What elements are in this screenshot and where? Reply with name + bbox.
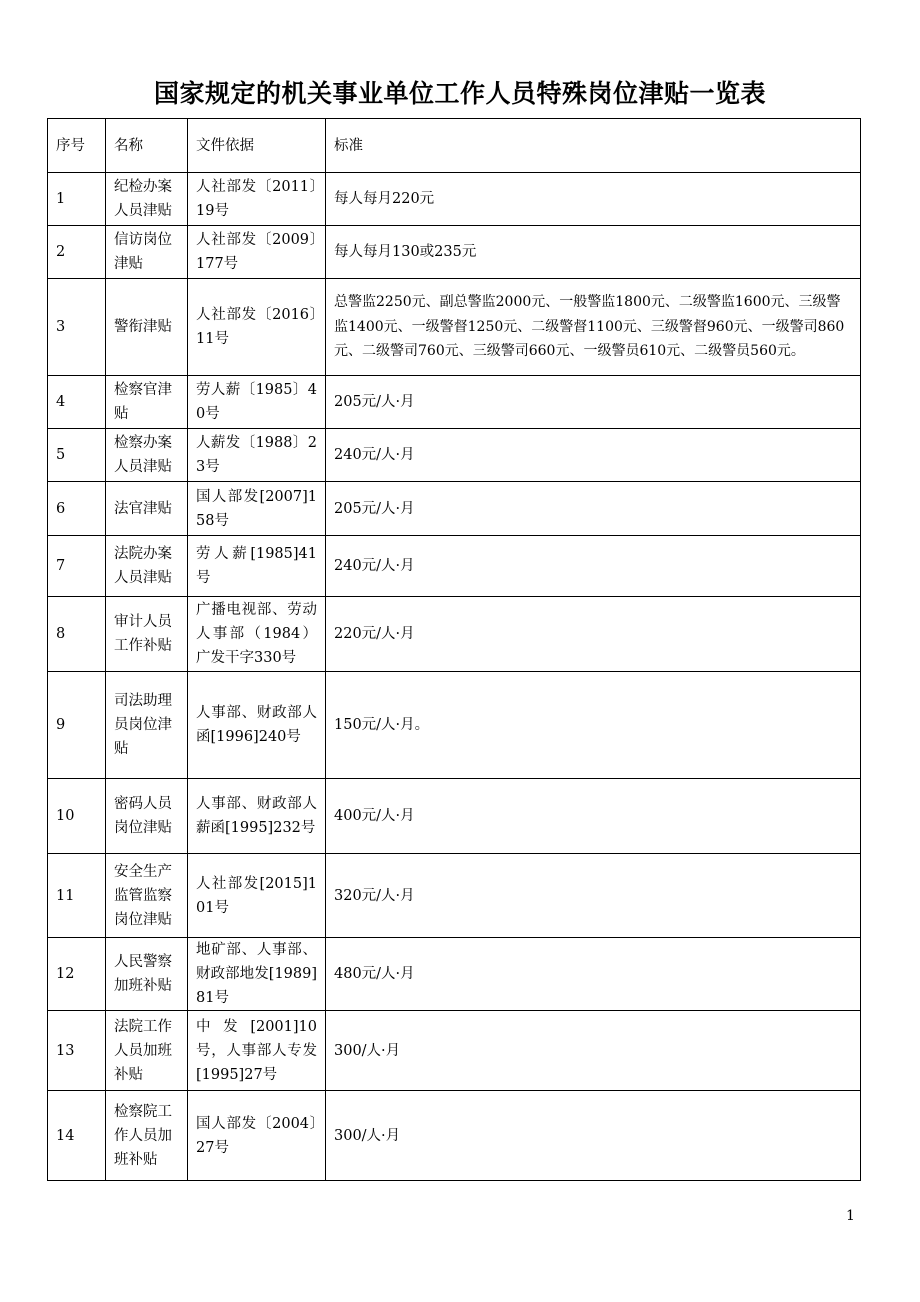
row-no: 9 — [48, 672, 106, 779]
row-doc: 人社部发〔2016〕11号 — [188, 279, 326, 376]
table-row — [48, 536, 861, 597]
row-name: 检察办案人员津贴 — [106, 429, 188, 482]
row-doc: 人事部、财政部人薪函[1995]232号 — [188, 779, 326, 854]
row-no: 12 — [48, 938, 106, 1011]
table-row — [48, 376, 861, 429]
table-header-row — [48, 119, 861, 173]
row-doc: 国人部发[2007]158号 — [188, 482, 326, 536]
row-standard: 220元/人·月 — [326, 597, 861, 672]
row-doc: 劳人薪〔1985〕40号 — [188, 376, 326, 429]
row-doc: 劳人薪[1985]41号 — [188, 536, 326, 597]
row-no: 5 — [48, 429, 106, 482]
row-doc: 人社部发〔2011〕19号 — [188, 173, 326, 226]
row-doc: 人薪发〔1988〕23号 — [188, 429, 326, 482]
table-row — [48, 779, 861, 854]
header-standard: 标准 — [326, 119, 861, 173]
row-doc: 广播电视部、劳动人事部（1984）广发干字330号 — [188, 597, 326, 672]
row-no: 8 — [48, 597, 106, 672]
row-no: 7 — [48, 536, 106, 597]
row-doc: 人事部、财政部人函[1996]240号 — [188, 672, 326, 779]
table-row — [48, 854, 861, 938]
row-standard: 205元/人·月 — [326, 376, 861, 429]
table-row — [48, 672, 861, 779]
row-standard: 240元/人·月 — [326, 429, 861, 482]
table-row — [48, 279, 861, 376]
row-name: 法官津贴 — [106, 482, 188, 536]
table-row — [48, 1011, 861, 1091]
row-no: 6 — [48, 482, 106, 536]
row-name: 纪检办案人员津贴 — [106, 173, 188, 226]
row-name: 安全生产监管监察岗位津贴 — [106, 854, 188, 938]
row-standard: 240元/人·月 — [326, 536, 861, 597]
row-no: 13 — [48, 1011, 106, 1091]
row-name: 司法助理员岗位津贴 — [106, 672, 188, 779]
row-standard: 480元/人·月 — [326, 938, 861, 1011]
row-name: 检察院工作人员加班补贴 — [106, 1091, 188, 1181]
page-title: 国家规定的机关事业单位工作人员特殊岗位津贴一览表 — [153, 79, 766, 108]
row-name: 警衔津贴 — [106, 279, 188, 376]
row-standard: 300/人·月 — [326, 1091, 861, 1181]
row-standard: 400元/人·月 — [326, 779, 861, 854]
page-number: 1 — [846, 1208, 855, 1224]
header-name: 名称 — [106, 119, 188, 173]
row-doc: 人社部发〔2009〕177号 — [188, 226, 326, 279]
row-no: 14 — [48, 1091, 106, 1181]
row-no: 11 — [48, 854, 106, 938]
row-doc: 地矿部、人事部、财政部地发[1989]81号 — [188, 938, 326, 1011]
row-name: 检察官津贴 — [106, 376, 188, 429]
row-name: 法院工作人员加班补贴 — [106, 1011, 188, 1091]
header-doc: 文件依据 — [188, 119, 326, 173]
table-row — [48, 938, 861, 1011]
row-doc: 国人部发〔2004〕27号 — [188, 1091, 326, 1181]
table-row — [48, 173, 861, 226]
row-no: 1 — [48, 173, 106, 226]
row-no: 3 — [48, 279, 106, 376]
row-name: 信访岗位津贴 — [106, 226, 188, 279]
row-standard: 205元/人·月 — [326, 482, 861, 536]
allowance-table — [47, 118, 861, 1181]
row-name: 法院办案人员津贴 — [106, 536, 188, 597]
table-row — [48, 226, 861, 279]
row-name: 审计人员工作补贴 — [106, 597, 188, 672]
header-no: 序号 — [48, 119, 106, 173]
row-no: 2 — [48, 226, 106, 279]
row-name: 人民警察加班补贴 — [106, 938, 188, 1011]
row-standard: 每人每月220元 — [326, 173, 861, 226]
row-no: 10 — [48, 779, 106, 854]
table-row — [48, 429, 861, 482]
row-standard: 320元/人·月 — [326, 854, 861, 938]
row-name: 密码人员岗位津贴 — [106, 779, 188, 854]
row-standard: 300/人·月 — [326, 1011, 861, 1091]
row-doc: 人社部发[2015]101号 — [188, 854, 326, 938]
table-row — [48, 1091, 861, 1181]
table-row — [48, 482, 861, 536]
table-row — [48, 597, 861, 672]
row-no: 4 — [48, 376, 106, 429]
row-doc: 中发[2001]10号，人事部人专发[1995]27号 — [188, 1011, 326, 1091]
row-standard: 每人每月130或235元 — [326, 226, 861, 279]
row-standard: 总警监2250元、副总警监2000元、一般警监1800元、二级警监1600元、三级警监1400元、一级警督1250元、二级警督1100元、三级警督960元、一级警司860元、二级警司760元、三级警司660元、一级警员610元、二级警员560元。 — [326, 279, 861, 376]
row-standard: 150元/人·月。 — [326, 672, 861, 779]
